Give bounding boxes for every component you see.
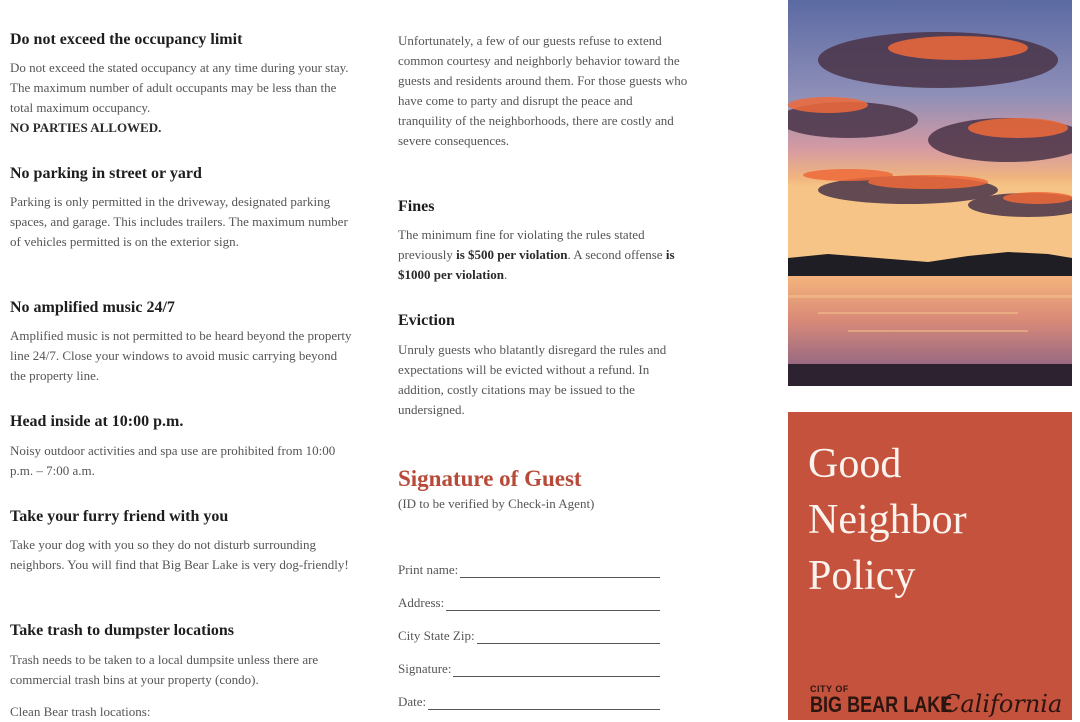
cut-off-heading — [10, 0, 16, 4]
rule-title-music: No amplified music 24/7 — [10, 299, 175, 316]
rule-body-dog: Take your dog with you so they do not disturb surrounding neighbors. You will find that Big Bear Lake is very dog-friendly! — [10, 537, 349, 572]
cut-off-heading-consequences — [398, 0, 404, 4]
rule-body-curfew: Noisy outdoor activities and spa use are prohibited from 10:00 p.m. – 7:00 a.m. — [10, 443, 336, 478]
print-name-line[interactable] — [460, 565, 660, 578]
city-logo-prefix: CITY OF — [810, 684, 849, 694]
fines-title: Fines — [398, 198, 435, 215]
rule-title-dog: Take your furry friend with you — [10, 508, 229, 525]
rule-title-curfew: Head inside at 10:00 p.m. — [10, 413, 184, 430]
cover-panel — [788, 412, 1072, 720]
fines-text: The minimum fine for violating the rules stated previously is $500 per violation. A second offense is $1000 per violation. — [398, 227, 675, 282]
trash-locations-label: Clean Bear trash locations: — [10, 704, 151, 719]
address-label: Address: — [398, 595, 445, 610]
print-name-label: Print name: — [398, 562, 459, 577]
city-logo-script: California — [942, 690, 1063, 718]
signature-title: Signature of Guest — [398, 466, 582, 491]
rule-body-music: Amplified music is not permitted to be heard beyond the property line 24/7. Close your windows to avoid music carrying beyond the property line. — [10, 328, 352, 383]
date-label: Date: — [398, 694, 427, 709]
sunset-lake-photo — [788, 0, 1072, 386]
signature-label: Signature: — [398, 661, 452, 676]
eviction-title: Eviction — [398, 312, 455, 329]
date-line[interactable] — [428, 697, 660, 710]
consequences-intro: Unfortunately, a few of our guests refuse to extend common courtesy and neighborly behavior toward the guests and residents around them. For those guests who have come to party and disrupt the peace and tranquility of the neighborhoods, there are costly and severe consequences. — [398, 33, 688, 148]
city-state-zip-line[interactable] — [477, 631, 660, 644]
rule-title-occupancy: Do not exceed the occupancy limit — [10, 31, 243, 48]
rule-title-trash: Take trash to dumpster locations — [10, 622, 235, 639]
rule-body-occupancy: Do not exceed the stated occupancy at any time during your stay. The maximum number of adult occupants may be less than the total maximum occupancy. NO PARTIES ALLOWED. — [10, 60, 349, 135]
cover-title: Good Neighbor Policy — [808, 441, 967, 599]
address-field[interactable] — [398, 595, 660, 611]
date-field[interactable] — [398, 694, 660, 710]
sunset-lake-image — [788, 0, 1072, 386]
address-line[interactable] — [446, 598, 660, 611]
city-state-zip-label: City State Zip: — [398, 628, 475, 643]
no-parties-notice: NO PARTIES ALLOWED. — [10, 120, 162, 135]
signature-line[interactable] — [453, 664, 660, 677]
signature-subtitle: (ID to be verified by Check-in Agent) — [398, 496, 595, 511]
rule-body-trash: Trash needs to be taken to a local dumpsite unless there are commercial trash bins at your property (condo). — [10, 652, 319, 687]
print-name-field[interactable] — [398, 562, 660, 578]
rule-title-parking: No parking in street or yard — [10, 165, 202, 182]
signature-field[interactable] — [398, 661, 660, 677]
city-logo-name: BIG BEAR LAKE — [810, 692, 953, 717]
eviction-text: Unruly guests who blatantly disregard the rules and expectations will be evicted without a refund. In addition, costly citations may be issued to the undersigned. — [398, 342, 667, 417]
rule-body-parking: Parking is only permitted in the driveway, designated parking spaces, and garage. This includes trailers. The maximum number of vehicles permitted is on the exterior sign. — [10, 194, 348, 249]
city-state-zip-field[interactable] — [398, 628, 660, 644]
